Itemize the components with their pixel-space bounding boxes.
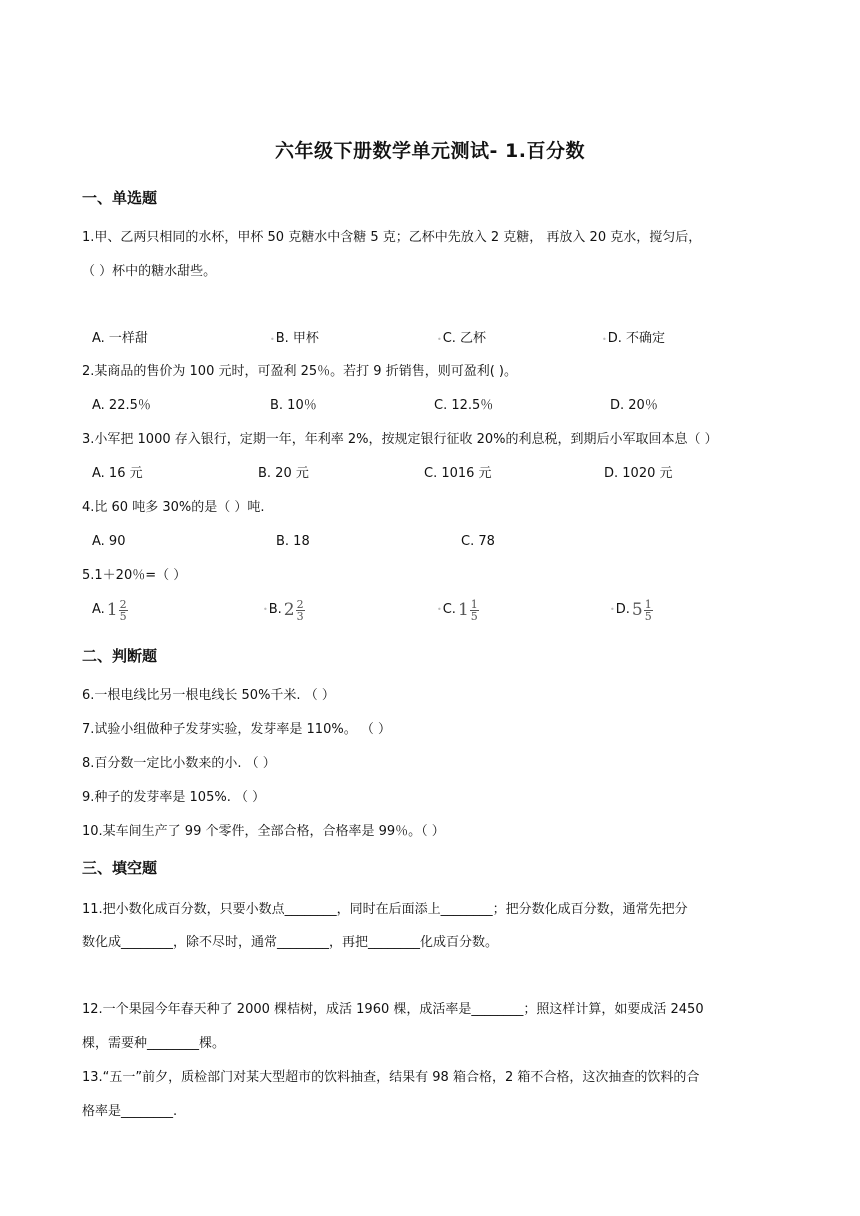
q3-option-d[interactable]: D. 1020 元 — [604, 466, 673, 481]
q3-option-b[interactable]: B. 20 元 — [258, 466, 309, 481]
question-9: 9.种子的发芽率是 105%. （ ） — [82, 790, 266, 805]
question-12-line-2: 棵，需要种________棵。 — [82, 1036, 226, 1051]
question-11-line-2: 数化成________，除不尽时，通常________，再把________化成百分数。 — [82, 935, 499, 950]
q1-option-c[interactable]: •C. 乙杯 — [437, 331, 487, 346]
question-1-line-2: （ ）杯中的糖水甜些。 — [82, 264, 217, 279]
question-13-line-2: 格率是________. — [82, 1104, 178, 1119]
q5-option-a[interactable]: A. 1 $\frac{2}{5}$ — [92, 597, 127, 623]
question-5: 5.1＋20％=（ ） — [82, 568, 187, 583]
q5-option-d[interactable]: • D. 5 $\frac{1}{5}$ — [610, 597, 652, 623]
q4-option-a[interactable]: A. 90 — [92, 534, 126, 549]
question-3: 3.小军把 1000 存入银行，定期一年，年利率 2%，按规定银行征收 20%的利息税，到期后小军取回本息（ ） — [82, 432, 718, 447]
q2-option-c[interactable]: C. 12.5％ — [434, 398, 494, 413]
question-7: 7.试验小组做种子发芽实验，发芽率是 110%。 （ ） — [82, 722, 391, 737]
q4-option-b[interactable]: B. 18 — [276, 534, 310, 549]
q1-option-a[interactable]: A. 一样甜 — [92, 331, 148, 346]
question-8: 8.百分数一定比小数来的小. （ ） — [82, 756, 276, 771]
q4-option-c[interactable]: C. 78 — [461, 534, 495, 549]
question-1-line-1: 1.甲、乙两只相同的水杯，甲杯 50 克糖水中含糖 5 克；乙杯中先放入 2 克糖， 再放入 20 克水，搅匀后， — [82, 230, 702, 245]
q1-option-d[interactable]: •D. 不确定 — [602, 331, 665, 346]
question-11-line-1: 11.把小数化成百分数，只要小数点________，同时在后面添上________；把分数化成百分数，通常先把分 — [82, 902, 688, 917]
page-title: 六年级下册数学单元测试- 1.百分数 — [275, 140, 585, 162]
question-2: 2.某商品的售价为 100 元时，可盈利 25％。若打 9 折销售，则可盈利( )。 — [82, 364, 517, 379]
section-heading-single-choice: 一、单选题 — [82, 189, 158, 207]
question-10: 10.某车间生产了 99 个零件，全部合格，合格率是 99％。（ ） — [82, 824, 445, 839]
question-12-line-1: 12.一个果园今年春天种了 2000 棵桔树，成活 1960 棵，成活率是________；照这样计算，如要成活 2450 — [82, 1002, 704, 1017]
q2-option-a[interactable]: A. 22.5％ — [92, 398, 151, 413]
q3-option-a[interactable]: A. 16 元 — [92, 466, 143, 481]
q1-option-b[interactable]: •B. 甲杯 — [270, 331, 319, 346]
q2-option-d[interactable]: D. 20％ — [610, 398, 658, 413]
section-heading-true-false: 二、判断题 — [82, 647, 158, 665]
q3-option-c[interactable]: C. 1016 元 — [424, 466, 492, 481]
question-4: 4.比 60 吨多 30%的是（ ）吨. — [82, 500, 265, 515]
q2-option-b[interactable]: B. 10％ — [270, 398, 317, 413]
question-6: 6.一根电线比另一根电线长 50%千米. （ ） — [82, 688, 335, 703]
section-heading-fill-blank: 三、填空题 — [82, 859, 158, 877]
q5-option-c[interactable]: • C. 1 $\frac{1}{5}$ — [437, 597, 478, 623]
question-13-line-1: 13.“五一”前夕，质检部门对某大型超市的饮料抽查，结果有 98 箱合格，2 箱不合格，这次抽查的饮料的合 — [82, 1070, 700, 1085]
q5-option-b[interactable]: • B. 2 $\frac{2}{3}$ — [263, 597, 304, 623]
